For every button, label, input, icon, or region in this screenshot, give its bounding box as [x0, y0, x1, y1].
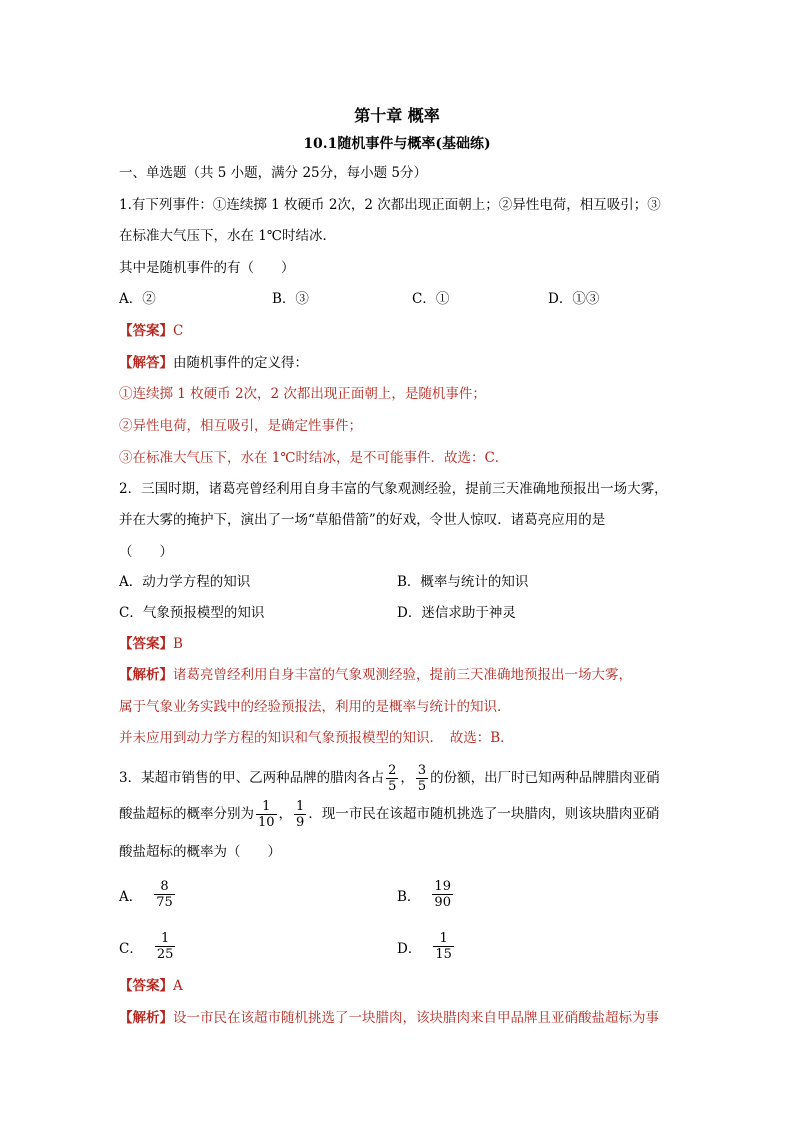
q3-option-a — [119, 879, 177, 910]
numerator: 1 — [439, 931, 448, 946]
denominator: 9 — [296, 815, 305, 830]
explain-tag: 【解答】 — [119, 355, 173, 371]
fraction-three-fifths — [416, 763, 428, 794]
q3-option-d — [397, 931, 456, 962]
q1-option-d: D．①③ — [548, 291, 600, 307]
option-label: B． — [397, 888, 421, 905]
explain-text: 设一市民在该超市随机挑选了一块腊肉，该块腊肉来自甲品牌且亚硝酸盐超标为事 — [173, 1010, 659, 1026]
fraction-one-tenth — [256, 799, 277, 830]
answer-tag: 【答案】 — [119, 636, 173, 652]
denominator: 15 — [435, 947, 452, 962]
q3-explain-line1 — [119, 1009, 659, 1027]
option-fraction — [154, 879, 175, 910]
numerator: 1 — [262, 799, 271, 814]
q1-line1: 1.有下列事件：①连续掷 1 枚硬币 2次，2 次都出现正面朝上；②异性电荷，相互吸引；③ — [119, 197, 661, 213]
chapter-title: 第十章 概率 — [354, 106, 440, 125]
numerator: 3 — [417, 763, 427, 778]
explain-tag: 【解析】 — [119, 667, 173, 683]
q1-explain-line2: ②异性电荷，相互吸引，是确定性事件； — [119, 418, 362, 434]
q3-line2 — [119, 798, 659, 830]
answer-tag: 【答案】 — [119, 978, 173, 994]
q2-explain-line2: 属于气象业务实践中的经验预报法，利用的是概率与统计的知识． — [119, 699, 511, 715]
q1-option-c: C．① — [412, 291, 450, 307]
option-label: C． — [119, 940, 143, 957]
denominator: 25 — [156, 947, 174, 962]
section-header: 一、单选题（共 5 小题，满分 25分，每小题 5分） — [119, 165, 428, 181]
q2-line1: 2．三国时期，诸葛亮曾经利用自身丰富的气象观测经验，提前三天准确地预报出一场大雾， — [119, 481, 668, 497]
q3-text-part3: 酸盐超标的概率分别为 — [119, 806, 254, 822]
numerator: 1 — [296, 799, 305, 814]
option-label: A． — [119, 888, 143, 905]
numerator: 1 — [160, 931, 170, 946]
q2-explain-line1 — [119, 666, 632, 684]
q3-line1 — [119, 762, 660, 794]
denominator: 5 — [417, 779, 427, 794]
q3-option-c — [119, 931, 177, 962]
fraction-two-fifths — [386, 763, 398, 794]
q1-option-a: A．② — [119, 291, 156, 307]
explain-intro: 由随机事件的定义得： — [173, 355, 308, 371]
q3-text-part2: 的份额，出厂时已知两种品牌腊肉亚硝 — [430, 770, 660, 786]
q1-explain-line3: ③在标准大气压下，水在 1℃时结冰，是不可能事件．故选：C． — [119, 450, 509, 466]
q3-line3: 酸盐超标的概率为（ ） — [119, 844, 281, 860]
q3-option-b — [397, 879, 455, 910]
q1-line2: 在标准大气压下，水在 1℃时结冰． — [119, 228, 336, 244]
answer-tag: 【答案】 — [119, 323, 173, 339]
q3-text-part1: 3．某超市销售的甲、乙两种品牌的腊肉各占 — [119, 770, 385, 786]
q2-option-c: C．气象预报模型的知识 — [119, 605, 265, 621]
denominator: 10 — [258, 815, 275, 830]
numerator: 8 — [160, 879, 169, 894]
answer-value: A — [173, 978, 183, 994]
option-fraction — [432, 879, 453, 910]
option-fraction — [433, 931, 454, 962]
comma: ， — [400, 770, 414, 786]
q1-answer — [119, 322, 183, 340]
fraction-one-ninth — [294, 799, 306, 830]
explain-tag: 【解析】 — [119, 1010, 173, 1026]
q1-explain-line1: ①连续掷 1 枚硬币 2次，2 次都出现正面朝上，是随机事件； — [119, 386, 486, 402]
comma: ， — [278, 806, 293, 822]
option-label: D． — [397, 940, 422, 957]
q1-line3: 其中是随机事件的有（ ） — [119, 260, 295, 276]
answer-value: C — [173, 323, 184, 339]
q2-option-d: D．迷信求助于神灵 — [397, 605, 516, 621]
numerator: 2 — [388, 763, 397, 778]
denominator: 75 — [156, 895, 173, 910]
denominator: 90 — [434, 895, 451, 910]
q2-option-b: B．概率与统计的知识 — [397, 574, 529, 590]
q2-option-a: A．动力学方程的知识 — [119, 574, 251, 590]
q2-answer — [119, 635, 183, 653]
explain-text: 诸葛亮曾经利用自身丰富的气象观测经验，提前三天准确地预报出一场大雾， — [173, 667, 632, 683]
option-fraction — [155, 931, 176, 962]
section-title: 10.1随机事件与概率(基础练) — [303, 136, 491, 152]
q2-explain-line3: 并未应用到动力学方程的知识和气象预报模型的知识． 故选：B． — [119, 730, 514, 746]
q3-text-part4: ．现一市民在该超市随机挑选了一块腊肉，则该块腊肉亚硝 — [308, 806, 660, 822]
answer-value: B — [173, 636, 183, 652]
numerator: 19 — [434, 879, 451, 894]
q3-answer — [119, 977, 183, 995]
q1-option-b: B．③ — [272, 291, 309, 307]
q2-line3: （ ） — [119, 544, 173, 560]
q1-explain-intro — [119, 354, 308, 372]
q2-line2: 并在大雾的掩护下，演出了一场“草船借箭”的好戏，令世人惊叹．诸葛亮应用的是 — [119, 512, 606, 528]
denominator: 5 — [388, 779, 397, 794]
